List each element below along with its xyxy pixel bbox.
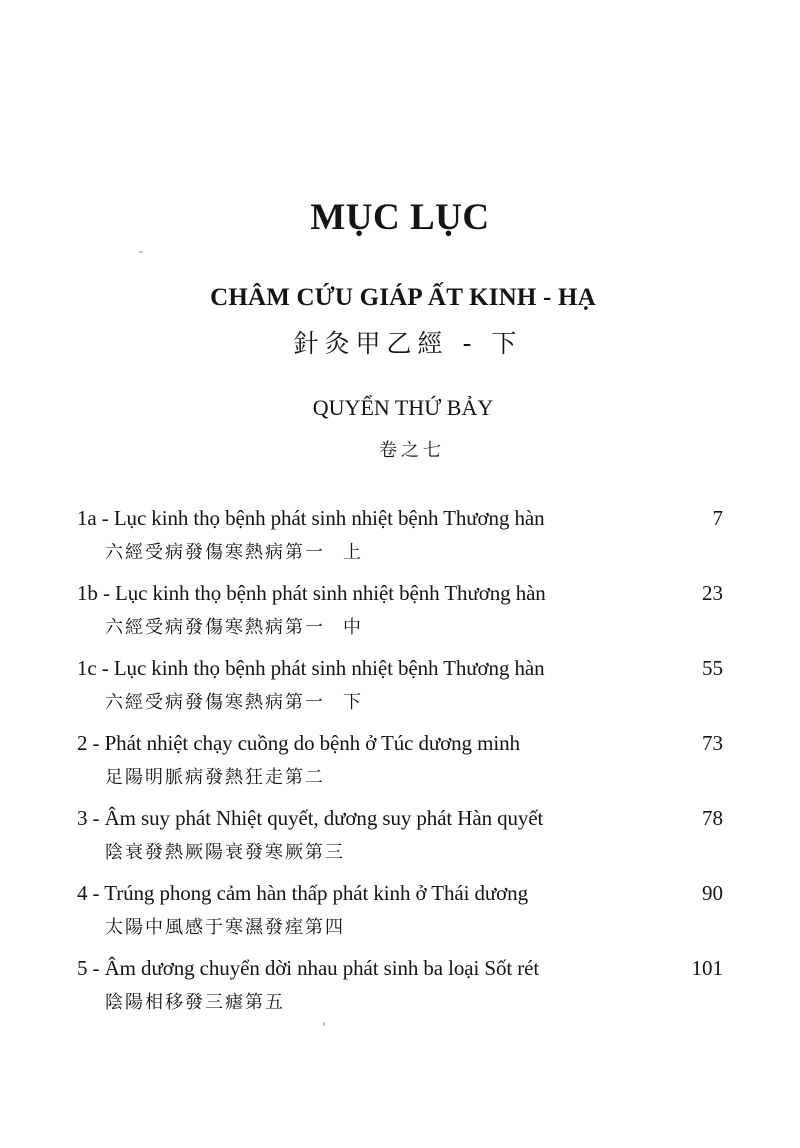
speck-mark xyxy=(323,1022,325,1026)
toc-entry[interactable] xyxy=(77,880,723,955)
toc-entry[interactable] xyxy=(77,955,723,1030)
volume-title-chinese: 卷之七 xyxy=(379,440,445,461)
entry-page-number: 7 xyxy=(712,506,723,530)
book-title-chinese: 針灸甲乙經 - 下 xyxy=(293,329,523,358)
entry-page-number: 90 xyxy=(702,881,723,905)
entry-title: 2 - Phát nhiệt chạy cuồng do bệnh ở Túc dương minh xyxy=(77,731,520,755)
table-of-contents xyxy=(77,505,723,1030)
entry-title: 5 - Âm dương chuyển dời nhau phát sinh ba loại Sốt rét xyxy=(77,956,540,980)
entry-title: 1a - Lục kinh thọ bệnh phát sinh nhiệt bệnh Thương hàn xyxy=(77,506,545,530)
toc-entry[interactable] xyxy=(77,580,723,655)
entry-chinese-title: 陰衰發熱厥陽衰發寒厥第三 xyxy=(105,842,345,863)
entry-chinese-suffix: 下 xyxy=(343,692,363,713)
page-title: MỤC LỤC xyxy=(310,197,490,238)
entry-chinese-title: 陰陽相移發三瘧第五 xyxy=(105,992,285,1013)
toc-entry[interactable] xyxy=(77,505,723,580)
entry-chinese-suffix: 中 xyxy=(343,617,363,638)
entry-chinese-title: 六經受病發傷寒熱病第一 xyxy=(105,617,325,638)
entry-chinese-title: 太陽中風感于寒濕發痓第四 xyxy=(105,917,345,938)
volume-title: QUYỂN THỨ BẢY xyxy=(312,395,494,420)
book-title: CHÂM CỨU GIÁP ẤT KINH - HẠ xyxy=(210,284,596,311)
speck-mark xyxy=(139,251,143,253)
entry-page-number: 73 xyxy=(702,731,723,755)
toc-entry[interactable] xyxy=(77,805,723,880)
entry-page-number: 55 xyxy=(702,656,723,680)
entry-chinese-title: 六經受病發傷寒熱病第一 xyxy=(105,542,325,563)
entry-title: 1b - Lục kinh thọ bệnh phát sinh nhiệt bệnh Thương hàn xyxy=(77,581,546,605)
entry-page-number: 23 xyxy=(702,581,723,605)
entry-title: 3 - Âm suy phát Nhiệt quyết, dương suy phát Hàn quyết xyxy=(77,806,544,830)
entry-page-number: 78 xyxy=(702,806,723,830)
entry-chinese-title: 足陽明脈病發熱狂走第二 xyxy=(105,767,325,788)
entry-title: 1c - Lục kinh thọ bệnh phát sinh nhiệt bệnh Thương hàn xyxy=(77,656,545,680)
entry-title: 4 - Trúng phong cảm hàn thấp phát kinh ở Thái dương xyxy=(77,881,528,905)
entry-chinese-title: 六經受病發傷寒熱病第一 xyxy=(105,692,325,713)
entry-page-number: 101 xyxy=(691,956,723,980)
entry-chinese-suffix: 上 xyxy=(343,542,363,563)
toc-entry[interactable] xyxy=(77,730,723,805)
toc-entry[interactable] xyxy=(77,655,723,730)
